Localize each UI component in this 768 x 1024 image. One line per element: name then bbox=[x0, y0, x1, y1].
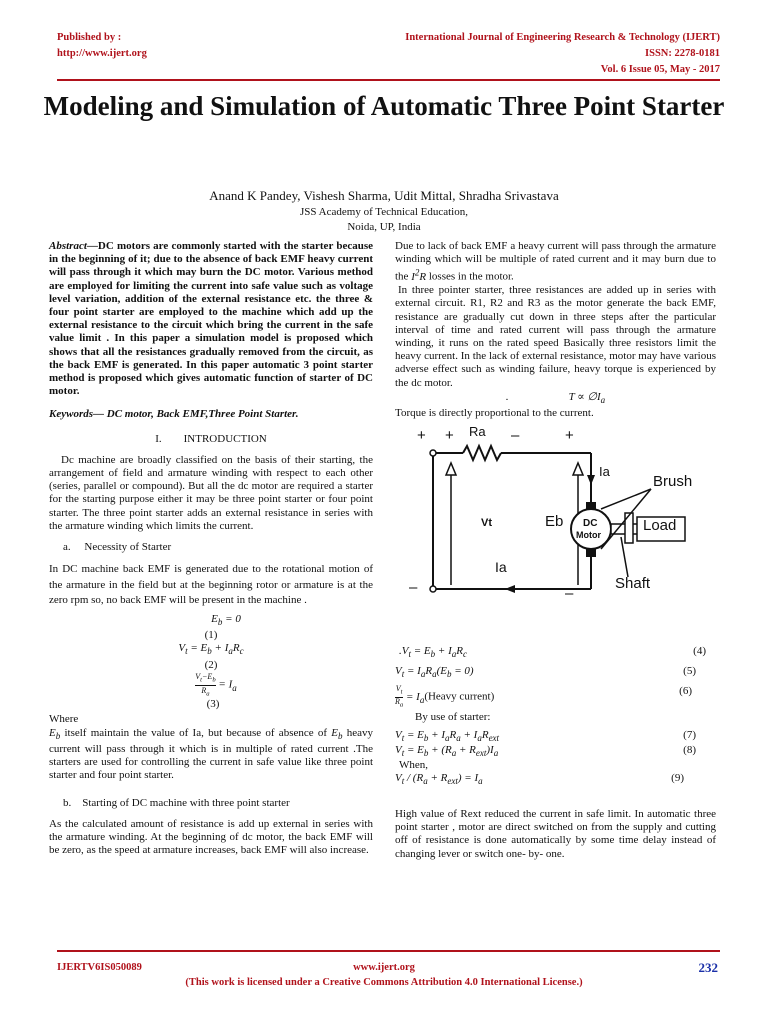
paper-code: IJERTV6IS050089 bbox=[57, 962, 142, 973]
equation-1-number: (1) bbox=[204, 629, 218, 642]
label-plus-ra: + bbox=[445, 427, 454, 445]
author-list: Anand K Pandey, Vishesh Sharma, Udit Mittal, Shradha Srivastava bbox=[209, 188, 559, 203]
subsection-starting: b. Starting of DC machine with three point starter bbox=[63, 796, 290, 809]
resistor-ra bbox=[463, 446, 501, 460]
when-label: When, bbox=[399, 758, 429, 771]
abstract-lead: Abstract bbox=[49, 240, 87, 252]
right-column bbox=[395, 240, 716, 861]
footer-divider bbox=[57, 950, 720, 952]
label-minus-supply: – bbox=[409, 579, 418, 597]
by-use-of-starter: By use of starter: bbox=[415, 711, 491, 724]
license-notice: (This work is licensed under a Creative Commons Attribution 4.0 International License.) bbox=[185, 977, 583, 988]
equation-5: $V_t = I_aR_a(E_b = 0)$ (5) bbox=[395, 665, 696, 680]
journal-name: International Journal of Engineering Research & Technology (IJERT) bbox=[405, 32, 720, 43]
ia-top-arrow bbox=[587, 475, 595, 485]
label-load: Load bbox=[643, 517, 677, 535]
torque-equation: . $T \propto \emptyset I_a$ bbox=[505, 390, 606, 406]
equation-1: $E_b = 0$ (1) bbox=[49, 613, 373, 643]
label-dc: DC bbox=[583, 518, 598, 530]
label-eb: Eb bbox=[545, 513, 564, 531]
equation-4: $.V_t = E_b + I_aR_c$ (4) bbox=[399, 645, 706, 660]
volume-issue: Vol. 6 Issue 05, May - 2017 bbox=[600, 64, 720, 75]
header-publisher bbox=[57, 30, 147, 62]
intro-paragraph: Dc machine are broadly classified on the basis of their starting, the arrangement of field and armature winding with respect to each other (series, parallel or compound). But all the dc motor are required a starter for the starting purpose either it may be three point starter or four point starter. The three point starter adds an external resistance in series with the armature winding which limits the current. bbox=[49, 453, 373, 532]
where-line-1: itself maintain the value of Ia, but because of absence of bbox=[60, 726, 328, 739]
affiliation-institution: JSS Academy of Technical Education, bbox=[300, 206, 468, 218]
page-number: 232 bbox=[698, 960, 718, 975]
equation-2: $V_t = E_b + I_aR_c$ (2) bbox=[49, 642, 373, 672]
header-journal-info bbox=[405, 30, 720, 78]
shaft-coupling bbox=[625, 513, 633, 543]
circuit-svg bbox=[403, 437, 703, 637]
label-shaft: Shaft bbox=[615, 575, 651, 593]
label-ra: Ra bbox=[469, 424, 486, 440]
label-plus-eb: + bbox=[565, 427, 574, 445]
label-plus-supply: + bbox=[417, 427, 426, 445]
keywords: Keywords— DC motor, Back EMF,Three Point Starter. bbox=[49, 408, 299, 421]
equation-2-number: (2) bbox=[204, 658, 218, 671]
terminal-bottom bbox=[430, 586, 436, 592]
three-point-paragraph: In three pointer starter, three resistances are added up in series with external circuit. R1, R2 and R3 as the motor generate the back EMF, resistance are gradually cut down in three steps after the particular interval of time and rated current will pass through the armature winding, it runs on the rated speed Basically three resistors limit the heavy current. In the lack of external resistance, motor may have various adverse effect such as winding failure, heavy torque is experienced by the dc motor. bbox=[395, 284, 716, 389]
starting-paragraph: As the calculated amount of resistance is add up external in series with the armature winding. At the beginning of dc motor, the back EMF will be zero, as the speed at armature increases, back EMF will also increase. bbox=[49, 817, 373, 857]
where-label: Where bbox=[49, 713, 79, 726]
label-minus-eb: – bbox=[565, 585, 574, 603]
where-line-2: heavy current will pass through it which is in multiple of rated current .The starters are used for controlling the current in safe value like three point starter and four point starter. bbox=[49, 726, 373, 782]
equations-block bbox=[395, 645, 716, 791]
label-vt: Vt bbox=[481, 517, 492, 530]
left-column bbox=[49, 240, 373, 857]
issn: ISSN: 2278-0181 bbox=[645, 48, 720, 59]
ia-bottom-arrow bbox=[505, 585, 515, 593]
vt-arrow-head bbox=[446, 463, 456, 475]
terminal-top bbox=[430, 450, 436, 456]
where-text: $E_b$ itself maintain the value of Ia, but because of absence of $E_b$ heavy current will pass through it which is in multiple of rated current .The starters are used for controlling the current in safe value like three point starter and four point starter. bbox=[49, 726, 373, 782]
paper-title: Modeling and Simulation of Automatic Three Point Starter bbox=[43, 91, 725, 121]
back-emf-paragraph: Due to lack of back EMF a heavy current will pass through the armature winding which will be multiple of rated current and it may burn due to the $I^2R$ losses in the motor. bbox=[395, 240, 716, 284]
necessity-paragraph: In DC machine back EMF is generated due to the rotational motion of the armature in the field but at the beginning rotor or armature is at the zero rpm so, no back EMF will be present in the machine . bbox=[49, 563, 373, 607]
label-ia-top: Ia bbox=[599, 464, 610, 480]
abstract bbox=[49, 240, 373, 398]
equation-8: $V_t = E_b + (R_a + R_{ext})I_a$ (8) bbox=[395, 743, 696, 758]
equation-3-number: (3) bbox=[206, 698, 220, 711]
published-by-label: Published by : bbox=[57, 32, 122, 43]
eb-arrow-head bbox=[573, 463, 583, 475]
journal-url-link[interactable]: http://www.ijert.org bbox=[57, 48, 147, 59]
abstract-text: —DC motors are commonly started with the starter because in the beginning of it; due to the absence of back EMF heavy current will pass through it which may burn the DC motor. Various method are employed for limiting the current into safe value such as voltage level variation, addition of the external resistance etc. the three & four point starter are employed to the machine which add up the external resistance to the circuit which bring the current in the safe value limit . In this paper a simulation model is proposed which shows that all the resistances gradually removed from the circuit, as the back EMF is generated. In this paper automatic 3 point starter method is proposed which gives automatic function of starter of DC motor. bbox=[49, 240, 373, 398]
subsection-necessity: a. Necessity of Starter bbox=[63, 541, 172, 554]
affiliation bbox=[40, 205, 728, 234]
equation-3: $\frac{V_t-E_b}{R_a}$ = $I_a$ (3) bbox=[49, 672, 373, 711]
header-divider bbox=[57, 79, 720, 81]
affiliation-location: Noida, UP, India bbox=[347, 220, 421, 233]
equation-6: $\frac{V_t}{R_a}$ = $I_a(Heavy$ current) (6) bbox=[395, 684, 692, 709]
equation-7: $V_t = E_b + I_aR_a + I_aR_{ext}$ (7) bbox=[395, 728, 696, 743]
label-ia-bottom: Ia bbox=[495, 559, 507, 576]
dc-motor-circuit-diagram bbox=[403, 424, 703, 637]
label-motor: Motor bbox=[576, 530, 601, 541]
equation-9: $V_t / (R_a + R_{ext}) = I_a$ (9) bbox=[395, 771, 684, 787]
automatic-starter-paragraph: High value of Rext reduced the current in safe limit. In automatic three point starter , motor are direct switched on from the supply and cutting off of resistance is done automatically by some time delay instead of changing lever or switch one- by- one. bbox=[395, 807, 716, 860]
label-brush: Brush bbox=[653, 473, 693, 491]
footer-url-link[interactable]: www.ijert.org bbox=[353, 962, 415, 973]
label-minus-ra: – bbox=[511, 427, 520, 445]
torque-sentence: Torque is directly proportional to the current. bbox=[395, 407, 594, 420]
section-heading-introduction: I. INTRODUCTION bbox=[155, 432, 267, 445]
